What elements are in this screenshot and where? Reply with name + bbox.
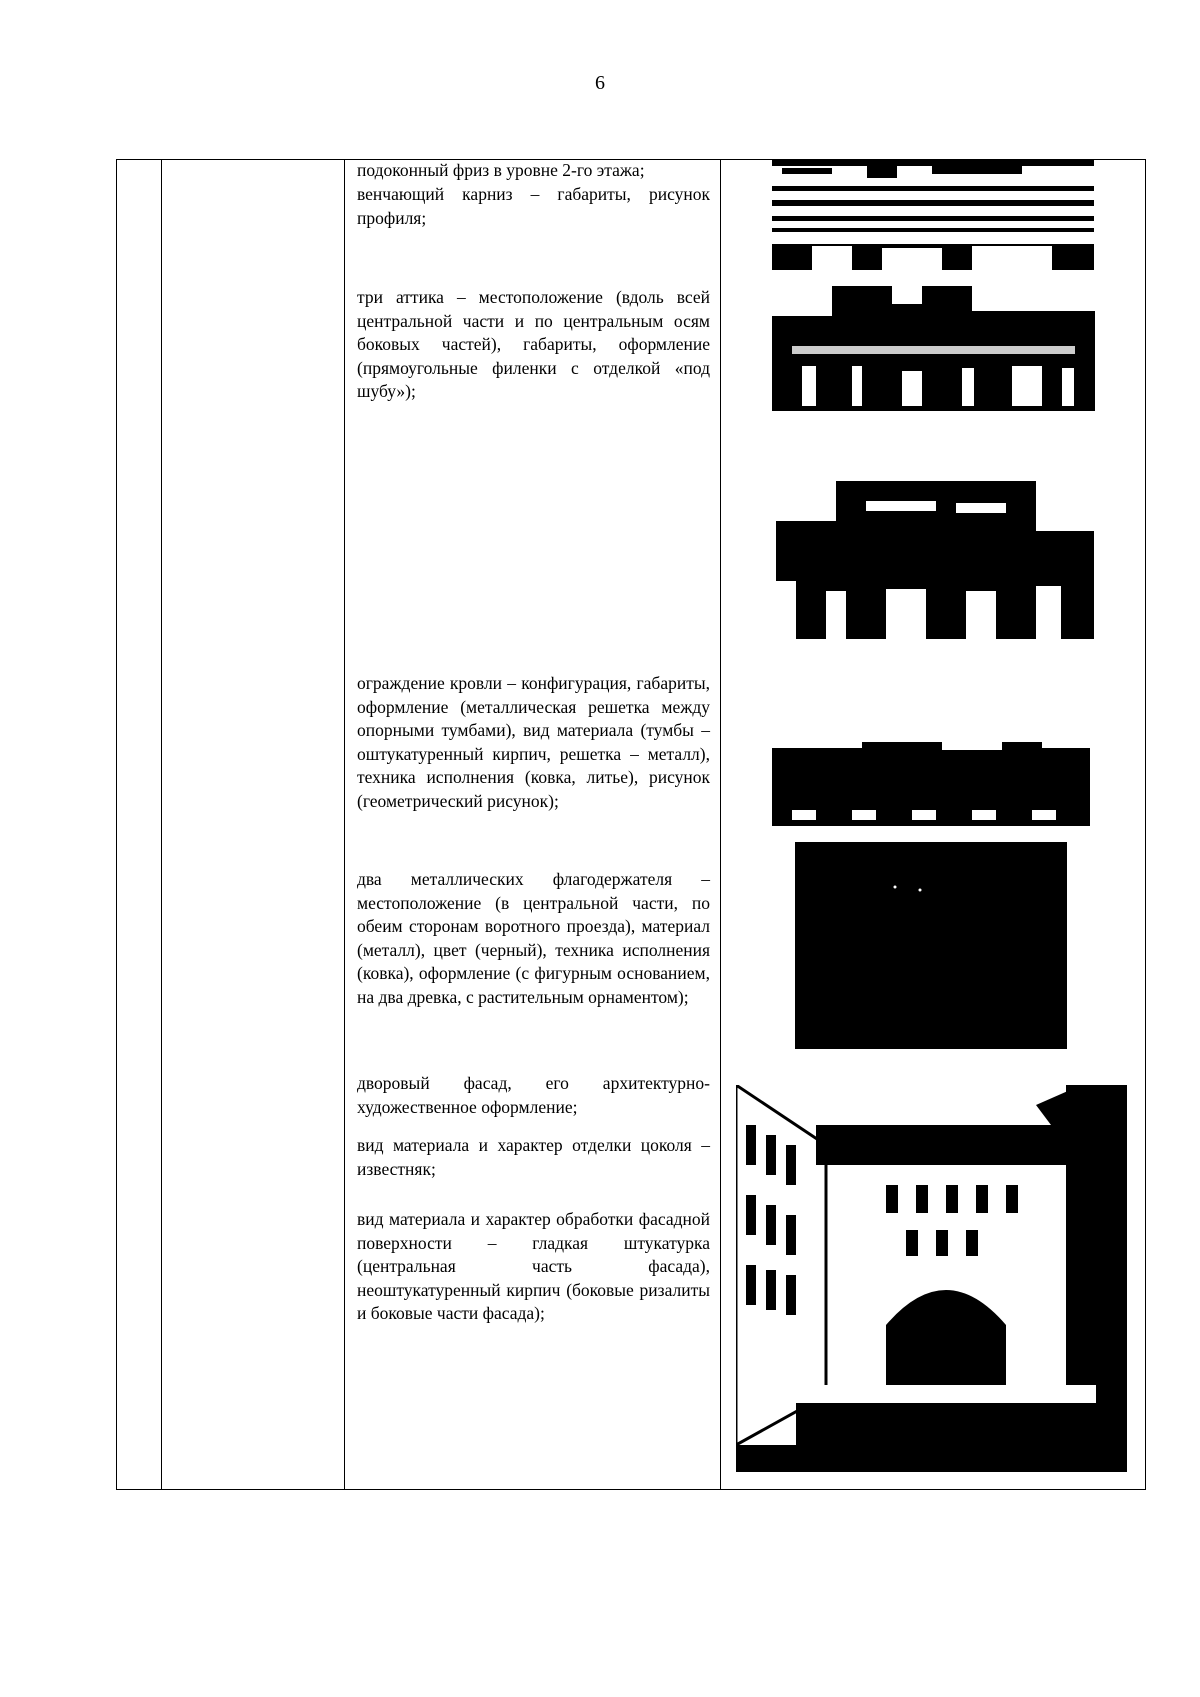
photo-attic-view	[776, 481, 1094, 639]
item-text: три аттика – местоположение (вдоль всей центральной части и по центральным осям боковых частей), габариты, оформление (прямоугольные филенки с отделкой «под шубу»);	[357, 287, 710, 401]
column-divider	[344, 160, 345, 1489]
item-text: венчающий карниз – габариты, рисунок профиля;	[357, 184, 710, 228]
column-divider	[720, 160, 721, 1489]
item-text: дворовый фасад, его архитектурно-художественное оформление;	[357, 1073, 710, 1117]
photo-attic	[772, 286, 1095, 411]
column-divider	[161, 160, 162, 1489]
item-text: два металлических флагодержателя – местоположение (в центральной части, по обеим сторонам воротного проезда), материал (металл), цвет (черный), техника исполнения (ковка), оформление (с фигурным основанием, на два древка, с растительным орнаментом);	[357, 869, 710, 1007]
item-text: вид материала и характер отделки цоколя – известняк;	[357, 1135, 710, 1179]
page-number: 6	[595, 72, 605, 94]
photo-courtyard-facade	[736, 1065, 1127, 1472]
item-text: вид материала и характер обработки фасадной поверхности – гладкая штукатурка (центральная часть фасада), неоштукатуренный кирпич (боковые ризалиты и боковые части фасада);	[357, 1209, 710, 1323]
item-text: ограждение кровли – конфигурация, габариты, оформление (металлическая решетка между опорными тумбами), вид материала (тумбы – оштукатуренный кирпич, решетка – металл), техника исполнения (ковка, литье), рисунок (геометрический рисунок);	[357, 673, 710, 811]
item-text: подоконный фриз в уровне 2-го этажа;	[357, 160, 645, 180]
photo-cornice	[772, 160, 1094, 270]
photo-roof-fence	[772, 730, 1090, 826]
photo-flag-holder	[795, 842, 1067, 1049]
